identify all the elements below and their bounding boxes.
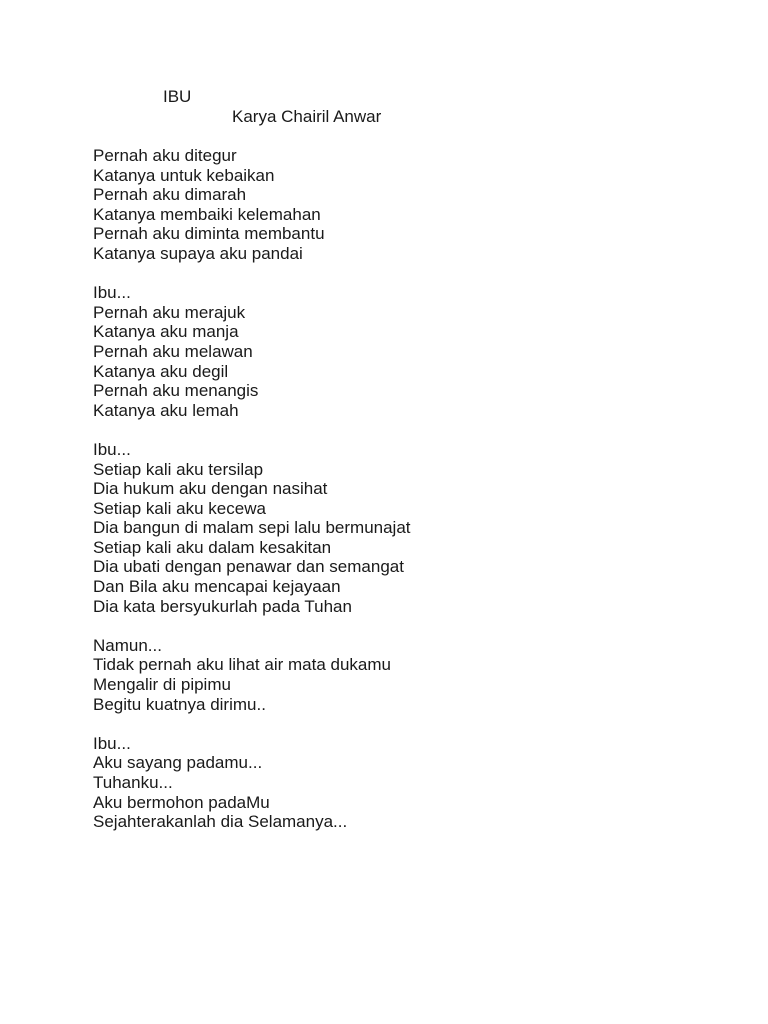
poem-line: Katanya aku degil xyxy=(93,361,229,381)
poem-line: Ibu... xyxy=(93,283,131,303)
poem-line: Mengalir di pipimu xyxy=(93,675,231,695)
poem-stanza xyxy=(93,283,733,420)
poem-line: Setiap kali aku dalam kesakitan xyxy=(93,537,332,557)
poem-line: Ibu... xyxy=(93,439,131,459)
poem-stanza xyxy=(93,440,733,616)
poem-stanza xyxy=(93,636,733,714)
poem-line: Sejahterakanlah dia Selamanya... xyxy=(93,812,348,832)
poem-line: Begitu kuatnya dirimu.. xyxy=(93,694,266,714)
poem-line: Pernah aku ditegur xyxy=(93,146,237,165)
poem-line: Tuhanku... xyxy=(93,773,173,792)
poem-line: Pernah aku merajuk xyxy=(93,302,246,322)
poem-line: Setiap kali aku kecewa xyxy=(93,498,266,518)
poem-line: Pernah aku menangis xyxy=(93,381,259,401)
poem-line: Tidak pernah aku lihat air mata dukamu xyxy=(93,655,391,675)
poem-line: Dia kata bersyukurlah pada Tuhan xyxy=(93,596,352,616)
poem-line: Dan Bila aku mencapai kejayaan xyxy=(93,577,341,597)
poem-line: Katanya aku lemah xyxy=(93,400,239,420)
poem-line: Setiap kali aku tersilap xyxy=(93,459,264,479)
poem-body xyxy=(93,146,733,851)
poem-line: Aku bermohon padaMu xyxy=(93,792,270,812)
poem-title: IBU xyxy=(163,87,192,106)
poem-stanza xyxy=(93,146,733,264)
poem-line: Katanya supaya aku pandai xyxy=(93,243,303,263)
poem-line: Namun... xyxy=(93,635,162,655)
poem-stanza xyxy=(93,734,733,832)
poem-line: Pernah aku dimarah xyxy=(93,185,247,205)
poem-line: Dia bangun di malam sepi lalu bermunajat xyxy=(93,518,411,538)
poem-line: Aku sayang padamu... xyxy=(93,753,263,773)
poem-author: Karya Chairil Anwar xyxy=(232,107,382,126)
poem-line: Dia ubati dengan penawar dan semangat xyxy=(93,557,404,577)
poem-line: Dia hukum aku dengan nasihat xyxy=(93,479,328,499)
poem-line: Pernah aku melawan xyxy=(93,341,253,361)
poem-line: Katanya membaiki kelemahan xyxy=(93,204,321,224)
poem-line: Katanya aku manja xyxy=(93,322,239,342)
poem-line: Ibu... xyxy=(93,733,131,753)
poem-line: Pernah aku diminta membantu xyxy=(93,224,325,244)
poem-line: Katanya untuk kebaikan xyxy=(93,165,275,185)
